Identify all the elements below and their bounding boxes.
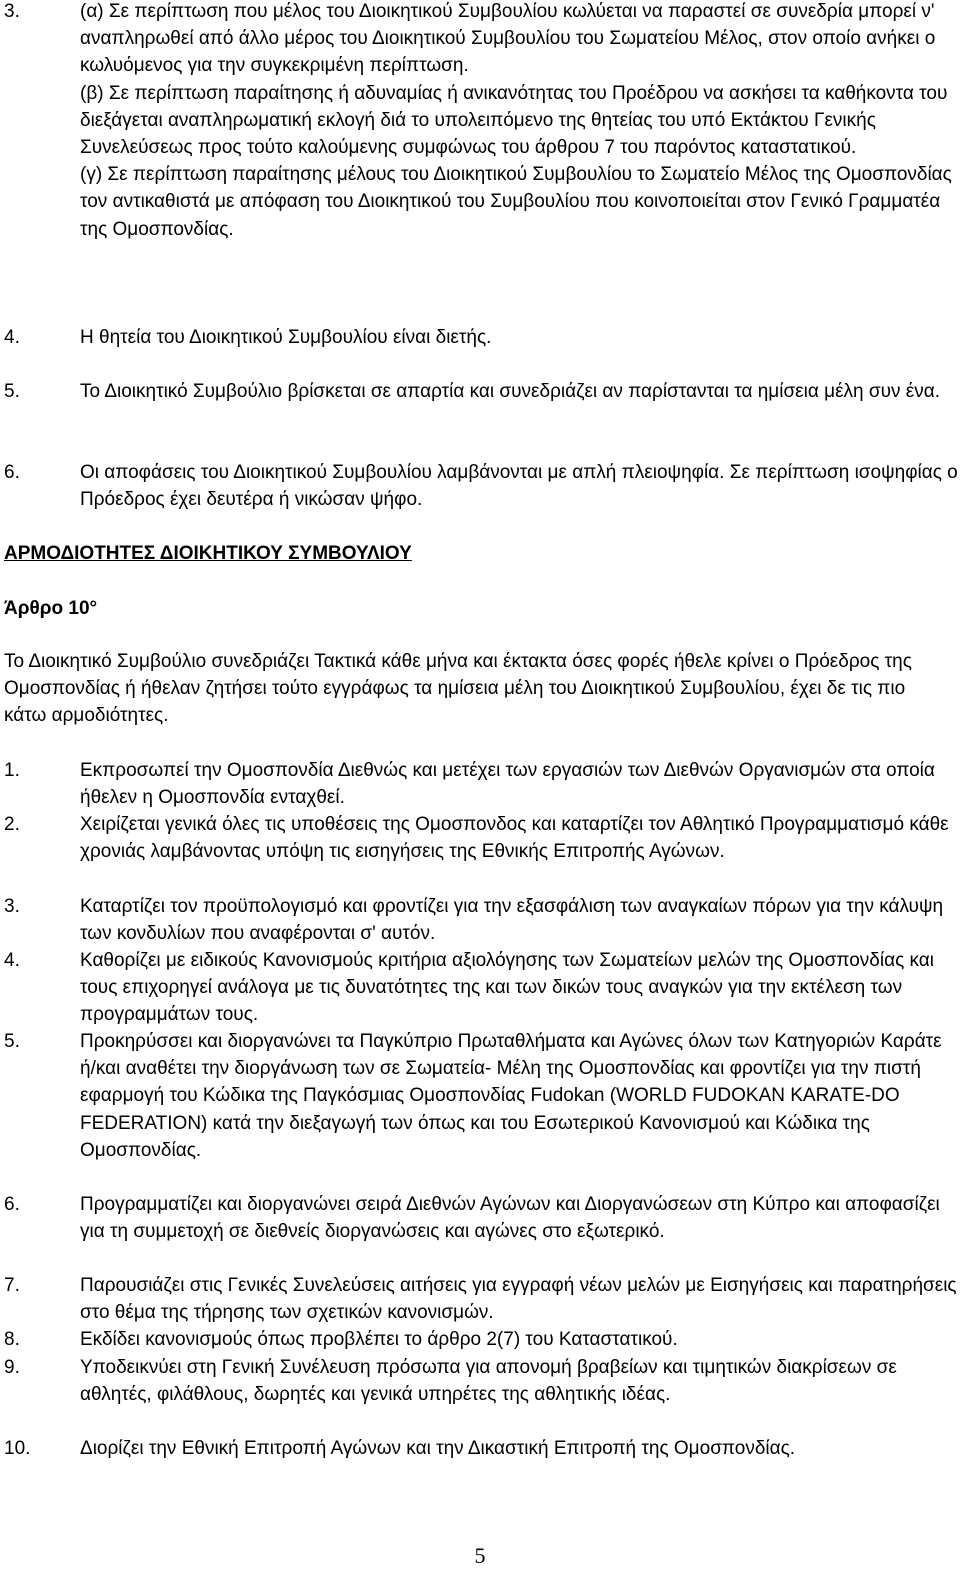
list-item [0, 1028, 960, 1164]
item-number: 4. [4, 950, 20, 971]
item-text: Εκπροσωπεί την Ομοσπονδία Διεθνώς και μετέχει των εργασιών των Διεθνών Οργανισμών στα οποία ήθελεν η Ομοσπονδία ενταχθεί. [80, 760, 935, 809]
item-number: 10. [4, 1438, 31, 1459]
subparagraph-a: (α) Σε περίπτωση που μέλος του Διοικητικού Συμβουλίου κωλύεται να παραστεί σε συνεδρία μπορεί ν' αναπληρωθεί από άλλο μέρος του Διοικητικού Συμβουλίου του Σωματείου Μέλος, στον οποίο ανήκει ο κωλυόμενος για την συγκεκριμένη περίπτωση. [80, 1, 936, 77]
item-text [80, 0, 960, 243]
list-item [0, 1354, 960, 1408]
list-item [0, 1326, 960, 1353]
list-item [0, 459, 960, 513]
item-number: 1. [4, 760, 20, 781]
item-number: 5. [4, 1031, 20, 1052]
section-heading: ΑΡΜΟΔΙΟΤΗΤΕΣ ΔΙΟΙΚΗΤΙΚΟΥ ΣΥΜΒΟΥΛΙΟΥ [4, 543, 412, 564]
list-item [0, 1272, 960, 1326]
item-number: 9. [4, 1357, 20, 1378]
list-item [0, 811, 960, 865]
list-item [0, 1191, 960, 1245]
item-number: 3. [4, 896, 20, 917]
list-item [0, 893, 960, 947]
intro-paragraph: Το Διοικητικό Συμβούλιο συνεδριάζει Τακτικά κάθε μήνα και έκτακτα όσες φορές ήθελε κρίνει ο Πρόεδρος της Ομοσπονδίας ή ήθελαν ζητήσει τούτο εγγράφως τα ημίσεια μέλη του Διοικητικού Συμβουλίου, έχει δε τις πιο κάτω αρμοδιότητες. [4, 651, 912, 727]
item-number: 7. [4, 1275, 20, 1296]
item-number: 4. [4, 327, 20, 348]
page-number: 5 [474, 1543, 486, 1568]
item-number: 6. [4, 1194, 20, 1215]
list-item [0, 0, 960, 243]
item-number: 8. [4, 1329, 20, 1350]
item-text: Διορίζει την Εθνική Επιτροπή Αγώνων και την Δικαστική Επιτροπή της Ομοσπονδίας. [80, 1438, 796, 1459]
subparagraph-b: (β) Σε περίπτωση παραίτησης ή αδυναμίας ή ανικανότητας του Προέδρου να ασκήσει τα καθήκοντα του διεξάγεται αναπληρωματική εκλογή διά το υπολειπόμενο της θητείας του υπό Εκτάκτου Γενικής Συνελεύσεως προς τούτο καλούμενης συμφώνως του άρθρου 7 του παρόντος καταστατικού. [80, 82, 948, 159]
item-text: Προκηρύσσει και διοργανώνει τα Παγκύπριο Πρωταθλήματα και Αγώνες όλων των Κατηγοριών Καράτε ή/και αναθέτει την διοργάνωση των σε Σωματεία- Μέλη της Ομοσπονδίας και φροντίζει για την πιστή εφαρμογή του Κώδικα της Παγκόσμιας Ομοσπονδίας Fudokan (WORLD FUDOKAN KARATE-DO FEDERATION) κατά την διεξαγωγή των όπως και του Εσωτερικού Κανονισμού και Κώδικα της Ομοσπονδίας. [80, 1031, 942, 1161]
item-text: Παρουσιάζει στις Γενικές Συνελεύσεις αιτήσεις για εγγραφή νέων μελών με Εισηγήσεις και παρατηρήσεις στο θέμα της τήρησης των σχετικών κανονισμών. [80, 1275, 957, 1324]
article-title: Άρθρο 10° [4, 598, 98, 619]
item-text: Προγραμματίζει και διοργανώνει σειρά Διεθνών Αγώνων και Διοργανώσεων στη Κύπρο και αποφασίζει για τη συμμετοχή σε διεθνείς διοργανώσεις και αγώνες στο εξωτερικό. [80, 1194, 940, 1243]
item-text: Η θητεία του Διοικητικού Συμβουλίου είναι διετής. [80, 327, 492, 348]
item-number: 3. [4, 1, 20, 22]
list-item [0, 324, 960, 351]
item-number: 2. [4, 814, 20, 835]
item-number: 5. [4, 381, 20, 402]
item-text: Οι αποφάσεις του Διοικητικού Συμβουλίου λαμβάνονται με απλή πλειοψηφία. Σε περίπτωση ισοψηφίας ο Πρόεδρος έχει δευτέρα ή νικώσαν ψήφο. [80, 462, 958, 511]
item-text: Καταρτίζει τον προϋπολογισμό και φροντίζει για την εξασφάλιση των αναγκαίων πόρων για την κάλυψη των κονδυλίων που αναφέρονται σ' αυτόν. [80, 896, 944, 945]
item-text: Εκδίδει κανονισμούς όπως προβλέπει το άρθρο 2(7) του Καταστατικού. [80, 1329, 678, 1350]
item-text: Καθορίζει με ειδικούς Κανονισμούς κριτήρια αξιολόγησης των Σωματείων μελών της Ομοσπονδίας και τους επιχορηγεί ανάλογα με τις δυνατότητες της και των δικών τους αναγκών για την εκτέλεση των προγραμμάτων τους. [80, 950, 934, 1026]
item-text: Υποδεικνύει στη Γενική Συνέλευση πρόσωπα για απονομή βραβείων και τιμητικών διακρίσεων σε αθλητές, φιλάθλους, δωρητές και γενικά υπηρέτες της αθλητικής ιδέας. [80, 1357, 897, 1406]
item-number: 6. [4, 462, 20, 483]
list-item [0, 1435, 960, 1462]
item-text: Το Διοικητικό Συμβούλιο βρίσκεται σε απαρτία και συνεδριάζει αν παρίστανται τα ημίσεια μέλη συν ένα. [80, 381, 941, 402]
list-item [0, 757, 960, 811]
item-text: Χειρίζεται γενικά όλες τις υποθέσεις της Ομοσπονδος και καταρτίζει τον Αθλητικό Προγραμματισμό κάθε χρονιάς λαμβάνοντας υπόψη τις εισηγήσεις της Εθνικής Επιτροπής Αγώνων. [80, 814, 949, 863]
list-item [0, 947, 960, 1029]
list-item [0, 378, 960, 405]
subparagraph-c: (γ) Σε περίπτωση παραίτησης μέλους του Διοικητικού Συμβουλίου το Σωματείο Μέλος της Ομοσπονδίας τον αντικαθιστά με απόφαση του Διοικητικού του Συμβουλίου που κοινοποιείται στον Γενικό Γραμματέα της Ομοσπονδίας. [80, 164, 952, 240]
